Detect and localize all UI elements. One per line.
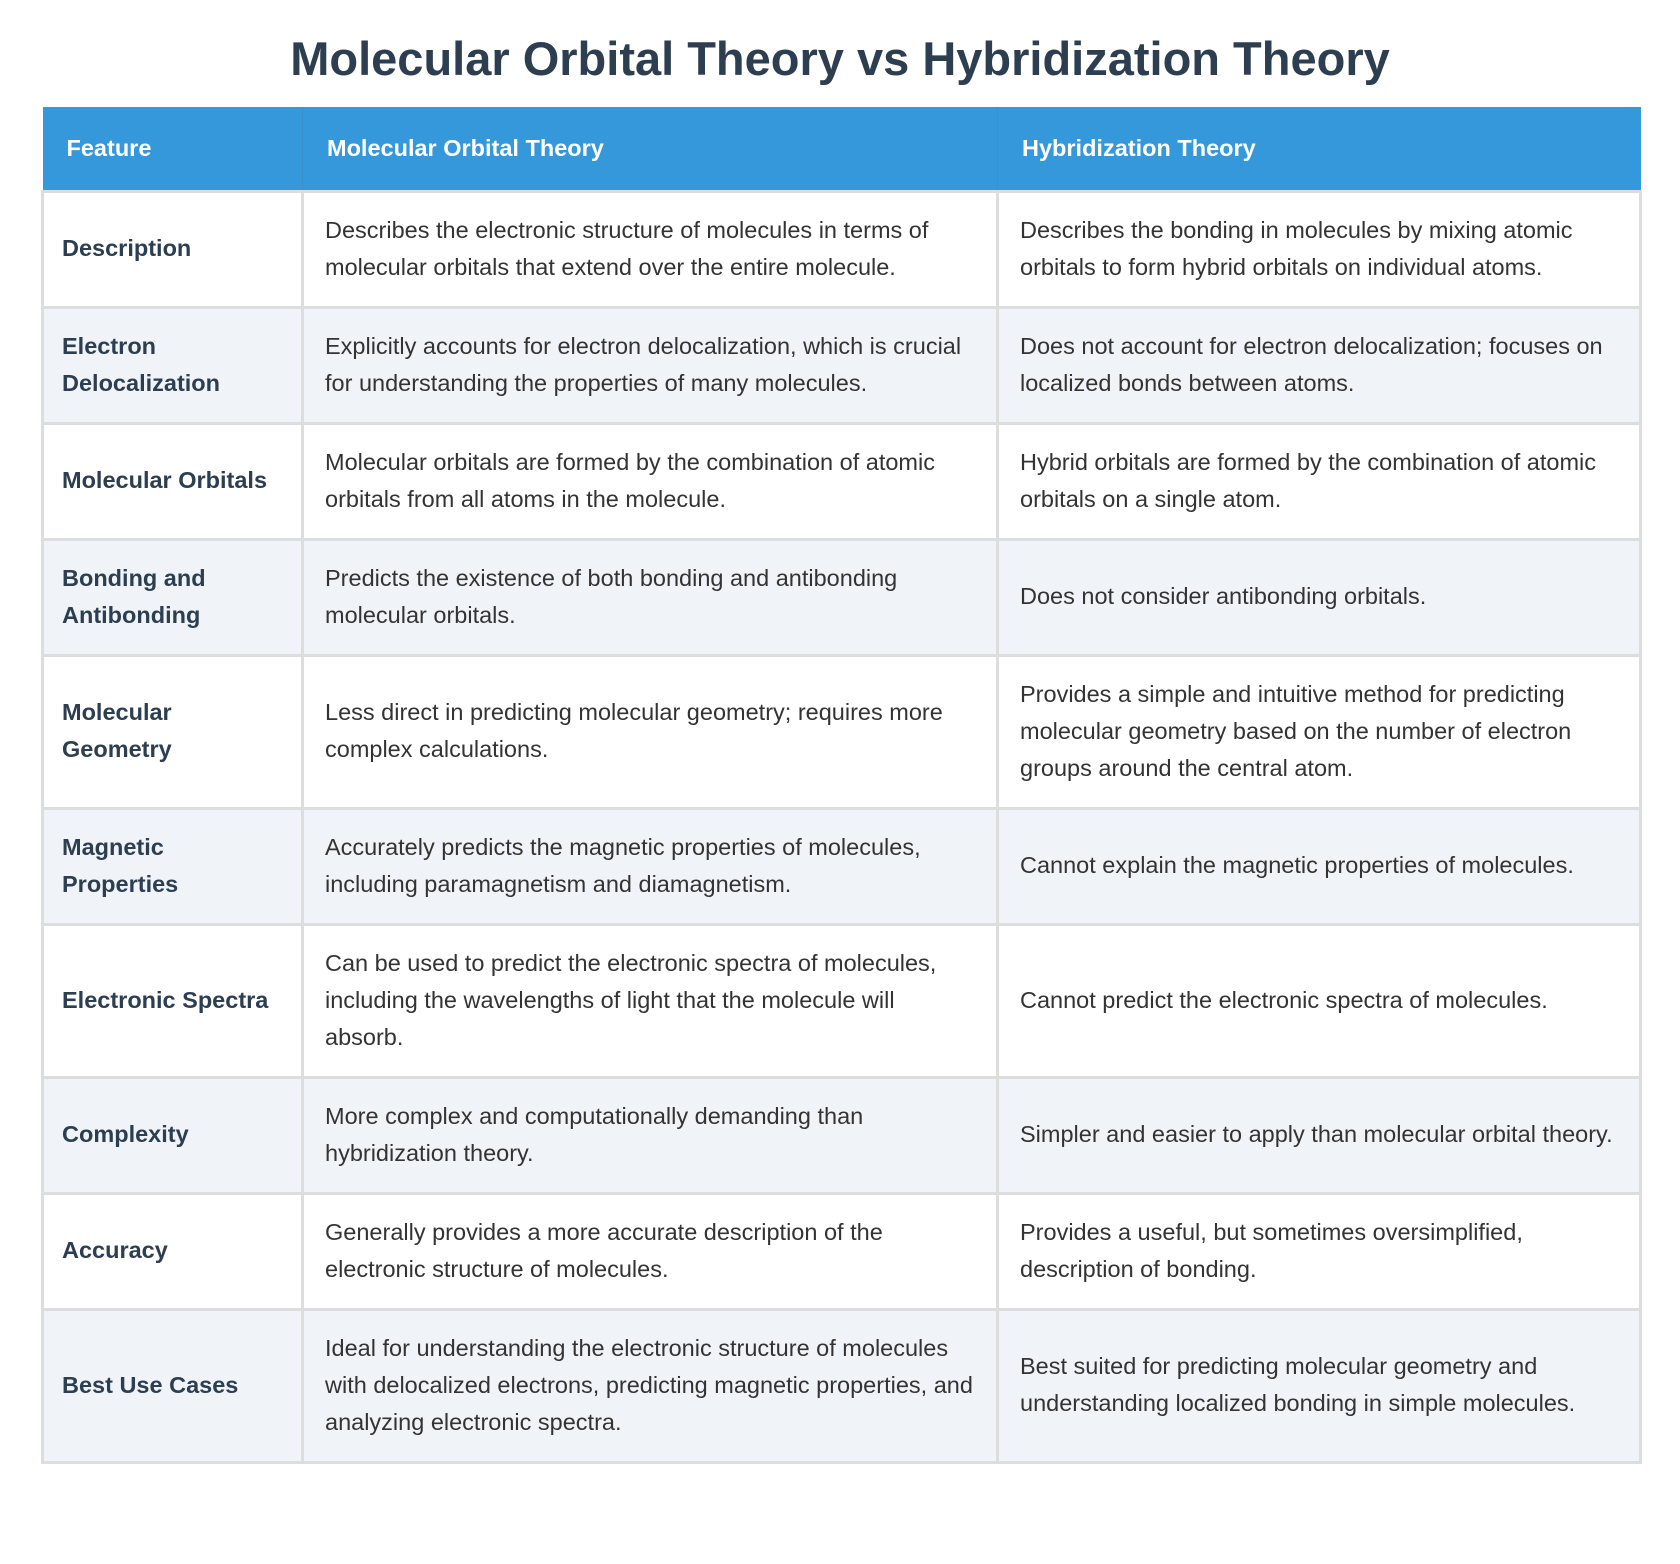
hybridization-cell: Provides a useful, but sometimes oversimplified, description of bonding.	[998, 1193, 1641, 1309]
feature-cell: Complexity	[43, 1077, 303, 1193]
molecular-orbital-cell: Can be used to predict the electronic spectra of molecules, including the wavelengths of light that the molecule will absorb.	[303, 924, 998, 1077]
molecular-orbital-cell: Ideal for understanding the electronic structure of molecules with delocalized electrons, predicting magnetic properties, and analyzing electronic spectra.	[303, 1309, 998, 1462]
comparison-table	[41, 107, 1642, 1464]
header-feature: Feature	[43, 107, 303, 191]
table-row	[43, 423, 1641, 539]
hybridization-cell: Cannot predict the electronic spectra of molecules.	[998, 924, 1641, 1077]
molecular-orbital-cell: Explicitly accounts for electron delocalization, which is crucial for understanding the properties of many molecules.	[303, 307, 998, 423]
table-row	[43, 1077, 1641, 1193]
table-row	[43, 539, 1641, 655]
feature-cell: Best Use Cases	[43, 1309, 303, 1462]
molecular-orbital-cell: Generally provides a more accurate description of the electronic structure of molecules.	[303, 1193, 998, 1309]
header-hybridization-theory: Hybridization Theory	[998, 107, 1641, 191]
hybridization-cell: Simpler and easier to apply than molecular orbital theory.	[998, 1077, 1641, 1193]
table-row	[43, 655, 1641, 808]
feature-cell: Molecular Orbitals	[43, 423, 303, 539]
feature-cell: Electronic Spectra	[43, 924, 303, 1077]
feature-cell: Bonding and Antibonding	[43, 539, 303, 655]
feature-cell: Accuracy	[43, 1193, 303, 1309]
table-row	[43, 1309, 1641, 1462]
feature-cell: Magnetic Properties	[43, 808, 303, 924]
feature-cell: Description	[43, 191, 303, 307]
table-row	[43, 191, 1641, 307]
page-title: Molecular Orbital Theory vs Hybridization Theory	[290, 32, 1390, 85]
table-row	[43, 924, 1641, 1077]
molecular-orbital-cell: Molecular orbitals are formed by the combination of atomic orbitals from all atoms in the molecule.	[303, 423, 998, 539]
table-row	[43, 808, 1641, 924]
hybridization-cell: Cannot explain the magnetic properties of molecules.	[998, 808, 1641, 924]
hybridization-cell: Hybrid orbitals are formed by the combination of atomic orbitals on a single atom.	[998, 423, 1641, 539]
hybridization-cell: Best suited for predicting molecular geometry and understanding localized bonding in simple molecules.	[998, 1309, 1641, 1462]
molecular-orbital-cell: Accurately predicts the magnetic properties of molecules, including paramagnetism and diamagnetism.	[303, 808, 998, 924]
feature-cell: Electron Delocalization	[43, 307, 303, 423]
feature-cell: Molecular Geometry	[43, 655, 303, 808]
molecular-orbital-cell: Predicts the existence of both bonding and antibonding molecular orbitals.	[303, 539, 998, 655]
molecular-orbital-cell: Less direct in predicting molecular geometry; requires more complex calculations.	[303, 655, 998, 808]
table-header-row	[43, 107, 1641, 191]
hybridization-cell: Does not account for electron delocalization; focuses on localized bonds between atoms.	[998, 307, 1641, 423]
hybridization-cell: Does not consider antibonding orbitals.	[998, 539, 1641, 655]
molecular-orbital-cell: More complex and computationally demanding than hybridization theory.	[303, 1077, 998, 1193]
molecular-orbital-cell: Describes the electronic structure of molecules in terms of molecular orbitals that extend over the entire molecule.	[303, 191, 998, 307]
hybridization-cell: Provides a simple and intuitive method for predicting molecular geometry based on the number of electron groups around the central atom.	[998, 655, 1641, 808]
header-molecular-orbital-theory: Molecular Orbital Theory	[303, 107, 998, 191]
table-row	[43, 1193, 1641, 1309]
hybridization-cell: Describes the bonding in molecules by mixing atomic orbitals to form hybrid orbitals on individual atoms.	[998, 191, 1641, 307]
table-row	[43, 307, 1641, 423]
